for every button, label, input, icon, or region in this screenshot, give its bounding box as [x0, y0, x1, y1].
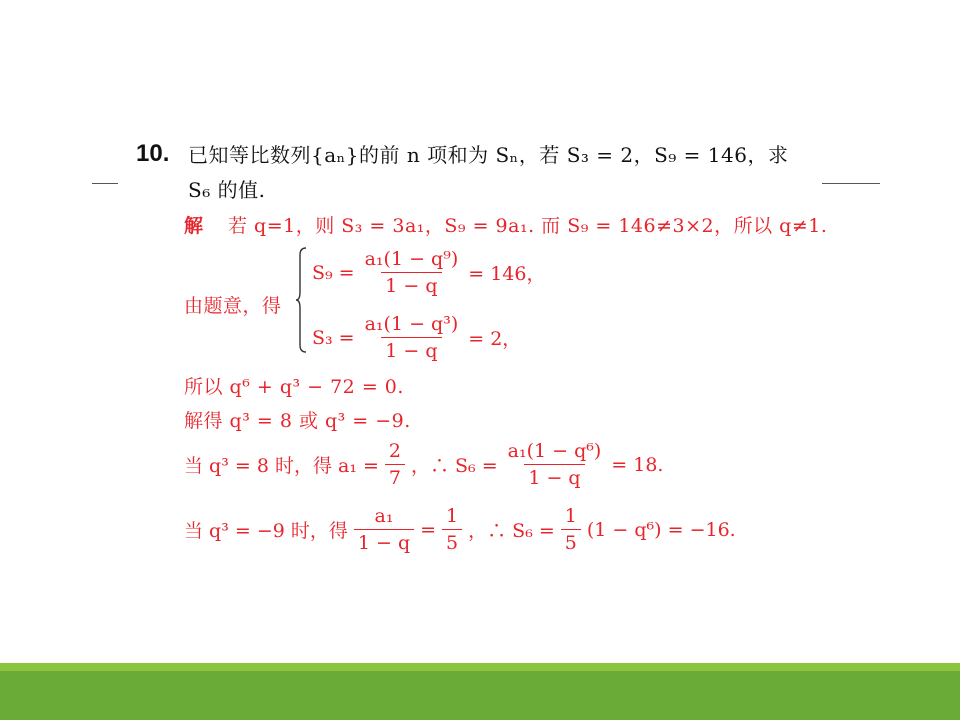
case2-prefix: 当 q³ = −9 时，得 — [184, 520, 348, 542]
solution-line1: 若 q=1，则 S₃ = 3a₁，S₉ = 9a₁. 而 S₉ = 146≠3×2，所以 q≠1. — [228, 215, 828, 237]
solution-label: 解 — [184, 215, 204, 237]
case2-fraction-2 — [442, 505, 462, 554]
question-text-line2: S₆ 的值. — [188, 178, 266, 202]
case1-s6-numerator: a₁(1 − q⁶) — [507, 440, 602, 462]
solution-intro: 由题意，得 — [184, 295, 282, 317]
case1-a1-denominator: 7 — [385, 464, 405, 489]
case1-mid: ，∴ S₆ = — [410, 455, 498, 477]
case2-f3-numerator: 1 — [564, 505, 577, 527]
case1-result: = 18. — [611, 453, 664, 476]
left-divider — [92, 183, 118, 184]
case2-f1-numerator: a₁ — [374, 505, 394, 527]
eq2-numerator: a₁(1 − q³) — [364, 313, 459, 335]
eq2-rhs: = 2， — [468, 328, 522, 350]
solution-line4: 解得 q³ = 8 或 q³ = −9. — [184, 410, 411, 432]
eq1-lhs: S₉ = — [312, 261, 355, 284]
footer-accent-bar — [0, 663, 960, 671]
case2-f1-denominator: 1 − q — [354, 529, 414, 554]
case2-equals: = — [420, 518, 437, 541]
question-number: 10. — [136, 140, 170, 167]
case1-a1-fraction — [385, 440, 405, 489]
eq1-numerator: a₁(1 − q⁹) — [364, 248, 459, 270]
footer-bar — [0, 671, 960, 720]
eq1-fraction — [361, 248, 463, 297]
case2-fraction-1 — [354, 505, 414, 554]
system-equation-1 — [312, 248, 545, 297]
case2-mid: ，∴ S₆ = — [468, 520, 555, 542]
eq2-denominator: 1 − q — [381, 337, 441, 362]
case1-s6-fraction — [504, 440, 606, 489]
eq2-lhs: S₃ = — [312, 326, 355, 349]
solution-line3: 所以 q⁶ + q³ − 72 = 0. — [184, 376, 404, 398]
right-divider — [822, 183, 880, 184]
system-equation-2 — [312, 313, 521, 362]
case2-f3-denominator: 5 — [561, 529, 581, 554]
question-text-line1: 已知等比数列{aₙ}的前 n 项和为 Sₙ，若 S₃ = 2，S₉ = 146，求 — [188, 143, 789, 167]
left-brace — [295, 247, 307, 353]
case2-f2-denominator: 5 — [442, 529, 462, 554]
case1-a1-numerator: 2 — [388, 440, 401, 462]
case2-result: (1 − q⁶) = −16. — [586, 518, 736, 541]
eq1-denominator: 1 − q — [381, 272, 441, 297]
case2-f2-numerator: 1 — [446, 505, 459, 527]
case1-s6-denominator: 1 − q — [524, 464, 584, 489]
case2-line — [184, 505, 736, 554]
case1-prefix: 当 q³ = 8 时，得 a₁ = — [184, 455, 379, 477]
case2-fraction-3 — [561, 505, 581, 554]
case1-line — [184, 440, 663, 489]
eq2-fraction — [361, 313, 463, 362]
eq1-rhs: = 146， — [468, 263, 546, 285]
